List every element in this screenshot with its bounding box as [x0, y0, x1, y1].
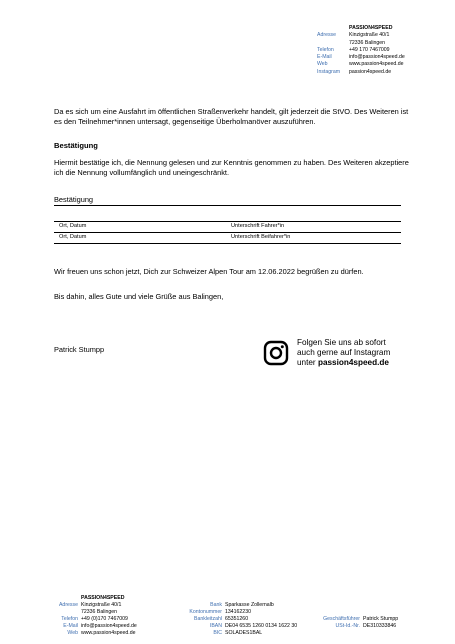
letterhead-value: passion4speed.de [349, 68, 392, 75]
letterhead-value: 72336 Balingen [349, 39, 386, 46]
footer-value: Sparkasse Zollernalb [225, 602, 274, 608]
footer-row [54, 609, 137, 616]
footer-row [54, 616, 137, 623]
footer-label: Bankleitzahl [194, 616, 222, 622]
footer-label: Telefon [61, 616, 78, 622]
footer-label: Kontonummer [189, 609, 222, 615]
confirmation-text: Hiermit bestätige ich, die Nennung gelesen und zur Kenntnis genommen zu haben. Des Weiteren akzeptiere ich die Nennung vollumfänglich und uneingeschränkt. [54, 158, 409, 177]
instagram-icon[interactable] [263, 340, 289, 366]
footer-label: Adresse [58, 602, 78, 608]
footer-value: info@passion4speed.de [81, 623, 137, 629]
footer-row [318, 616, 398, 623]
letterhead-label: E-Mail [317, 54, 332, 61]
intro-paragraph: Da es sich um eine Ausfahrt im öffentlichen Straßenverkehr handelt, gilt jederzeit die StVO. Des Weiteren ist es den Teilnehmer*innen untersagt, gegenseitige Überholmanöver auszuführen. [54, 107, 409, 126]
letterhead-row [317, 54, 405, 61]
footer-value: 72336 Balingen [81, 609, 118, 615]
letterhead-row [317, 40, 405, 47]
footer-company: PASSION4SPEED [81, 595, 125, 601]
letterhead-row [317, 61, 405, 68]
footer-label: Geschäftsführer [323, 616, 360, 622]
letterhead-row [317, 47, 405, 54]
footer-management [318, 616, 398, 630]
letterhead [317, 25, 405, 76]
footer-row [54, 630, 137, 637]
footer-row [180, 616, 297, 623]
promo-line-2: auch gerne auf Instagram [297, 348, 391, 357]
footer-bank [180, 602, 297, 637]
driver-signature-label: Unterschrift Fahrer*in [231, 223, 285, 229]
letterhead-value: +49 170 7467009 [349, 46, 390, 53]
footer-value: DE310333846 [363, 623, 397, 629]
footer-row [180, 602, 297, 609]
footer-label [54, 609, 81, 616]
footer-row [180, 609, 297, 616]
letterhead-label: Telefon [317, 46, 334, 53]
letterhead-value: info@passion4speed.de [349, 54, 405, 61]
codriver-signature-label: Unterschrift Beifahrer*in [231, 234, 291, 240]
footer-label: IBAN [209, 623, 222, 629]
signature-line-driver[interactable] [54, 221, 401, 222]
signature-divider [54, 205, 401, 206]
place-date-label: Ort, Datum [59, 234, 87, 240]
instagram-promo [297, 338, 390, 368]
footer-value: SOLADES1BAL [225, 630, 263, 636]
closing-line-2: Bis dahin, alles Gute und viele Grüße aus Balingen, [54, 292, 224, 301]
footer-label: Bank [210, 602, 222, 608]
footer-value: 134162230 [225, 609, 251, 615]
footer-row [54, 602, 137, 609]
promo-line-3 [297, 358, 390, 368]
signature-name: Patrick Stumpp [54, 345, 105, 354]
footer-value: www.passion4speed.de [81, 630, 136, 636]
footer-label: E-Mail [63, 623, 78, 629]
footer-value: Patrick Stumpp [363, 616, 399, 622]
closing-line-1: Wir freuen uns schon jetzt, Dich zur Schweizer Alpen Tour am 12.06.2022 begrüßen zu dürfen. [54, 267, 364, 276]
footer-row [54, 623, 137, 630]
footer-label: BIC [213, 630, 222, 636]
footer-value: DE04 6535 1260 0134 1622 30 [225, 623, 298, 629]
letterhead-label: Instagram [317, 68, 341, 75]
letterhead-row [317, 69, 405, 76]
letterhead-label: Web [317, 61, 328, 68]
footer-label: USt-Id.-Nr. [335, 623, 360, 629]
footer-row [180, 630, 297, 637]
footer-contact [54, 595, 137, 637]
footer-value: Kinzigstraße 40/1 [81, 602, 122, 608]
confirmation-heading: Bestätigung [54, 141, 98, 150]
signature-divider [54, 243, 401, 244]
footer-row [180, 623, 297, 630]
promo-line-1: Folgen Sie uns ab sofort [297, 338, 386, 347]
letterhead-label: Adresse [317, 32, 337, 39]
signature-line-codriver[interactable] [54, 232, 401, 233]
letterhead-label [317, 40, 349, 47]
footer-label: Web [67, 630, 78, 636]
letterhead-row [317, 32, 405, 39]
footer-value: 65351260 [225, 616, 249, 622]
signature-field-title: Bestätigung [54, 195, 94, 204]
instagram-handle-link[interactable]: passion4speed.de [317, 358, 389, 367]
place-date-label: Ort, Datum [59, 223, 87, 229]
footer-row [318, 623, 398, 630]
letterhead-value: Kinzigstraße 40/1 [349, 32, 390, 39]
company-name: PASSION4SPEED [349, 25, 393, 31]
footer-value: +49 (0)170 7467009 [81, 616, 128, 622]
promo-prefix: unter [297, 358, 318, 367]
letterhead-value: www.passion4speed.de [349, 61, 404, 68]
